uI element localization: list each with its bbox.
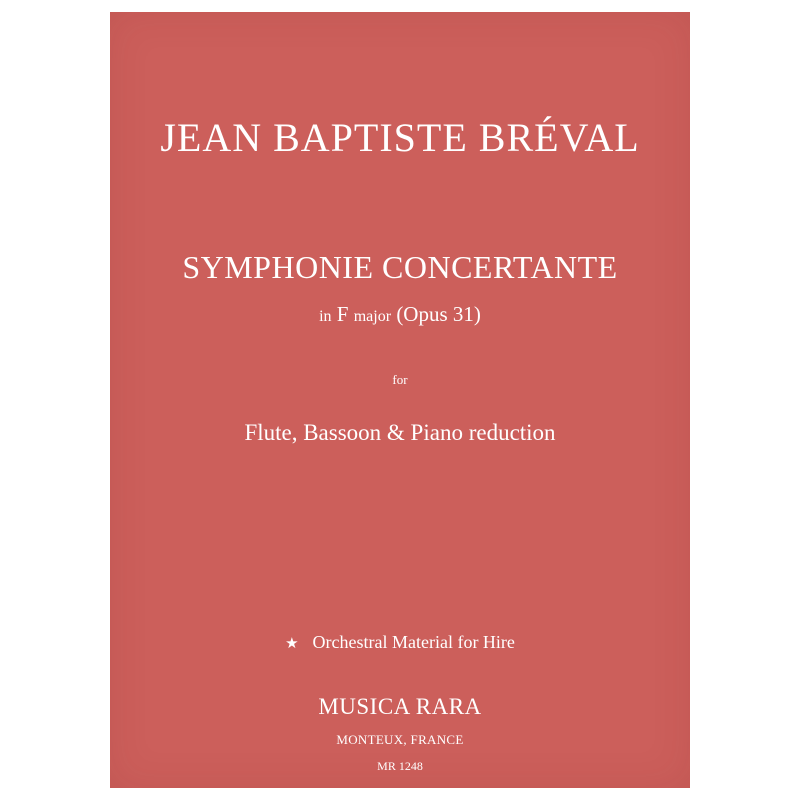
publisher-name: MUSICA RARA [318, 694, 482, 719]
star-icon: ★ [285, 636, 299, 652]
publisher-location: MONTEUX, FRANCE [336, 732, 464, 747]
work-subtitle [110, 302, 690, 327]
subtitle-opus: (Opus 31) [396, 302, 481, 326]
subtitle-in: in [319, 308, 332, 325]
subtitle-major: major [353, 308, 392, 325]
work-title: SYMPHONIE CONCERTANTE [182, 249, 618, 285]
hire-notice-text: Orchestral Material for Hire [312, 632, 515, 652]
composer-name: JEAN BAPTISTE BRÉVAL [160, 115, 640, 160]
subtitle-key: F [336, 302, 349, 326]
for-label: for [392, 372, 408, 387]
instrumentation: Flute, Bassoon & Piano reduction [244, 420, 556, 445]
hire-notice [110, 632, 690, 653]
catalog-number: MR 1248 [377, 759, 423, 773]
score-cover [110, 12, 690, 788]
